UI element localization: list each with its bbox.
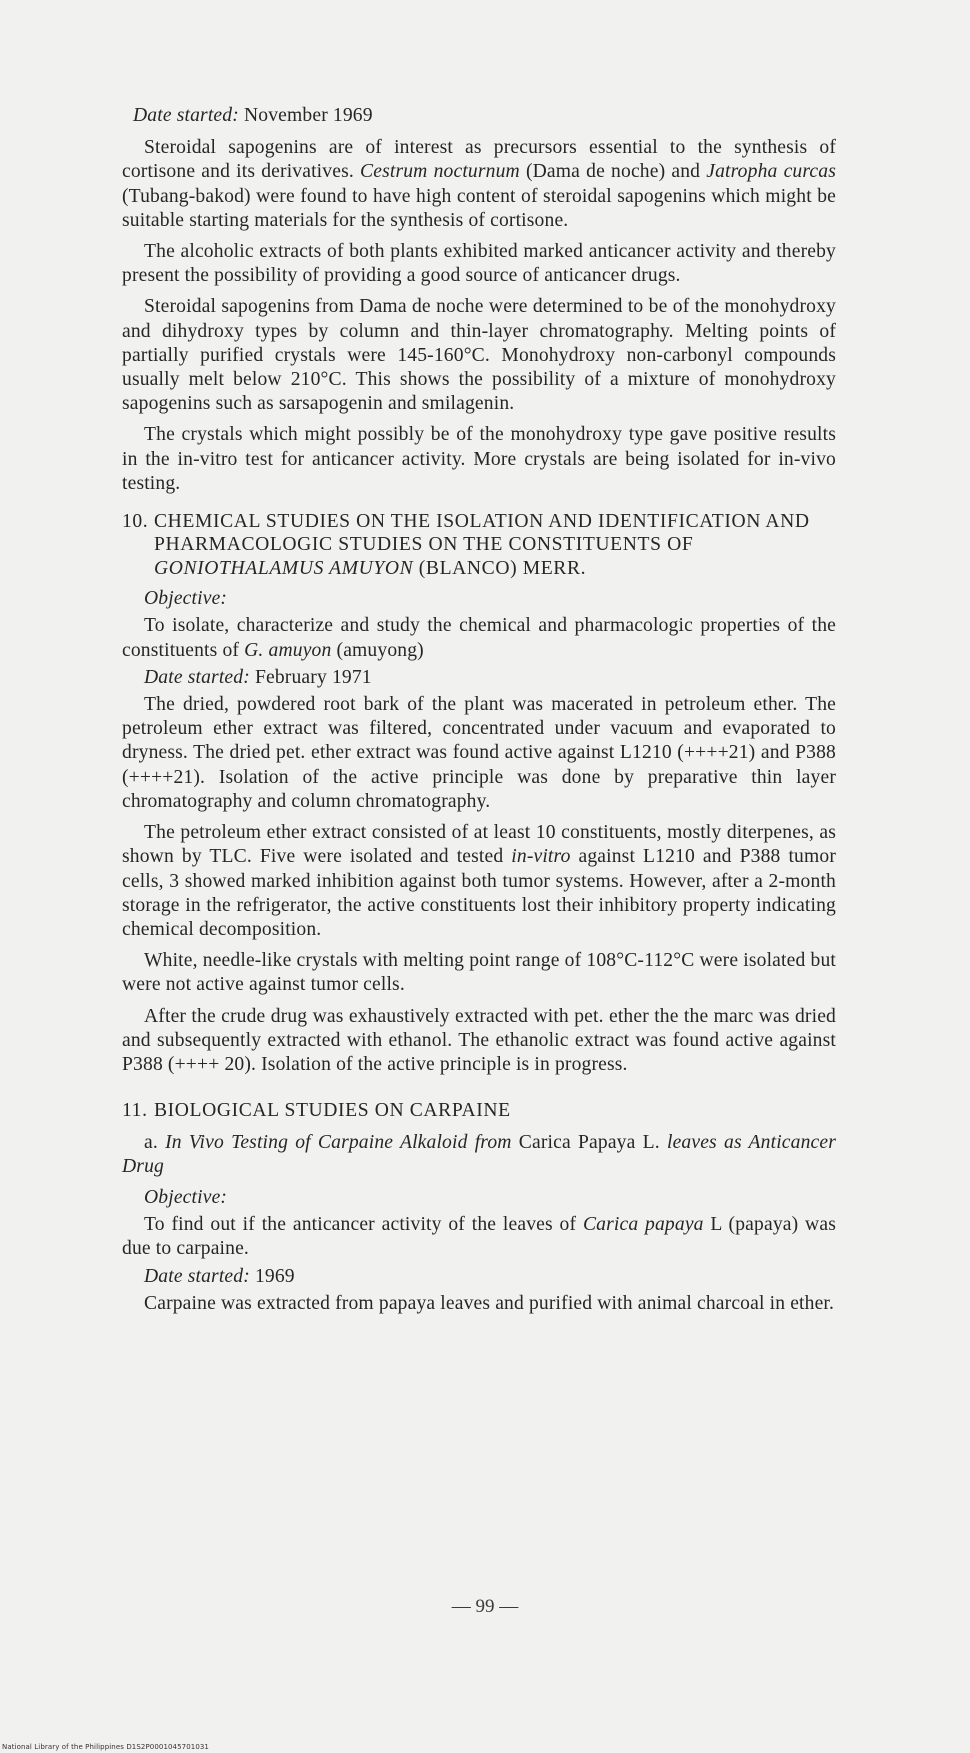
section-heading: 11. BIOLOGICAL STUDIES ON CARPAINE <box>122 1100 511 1122</box>
paragraph: The dried, powdered root bark of the plant was macerated in petroleum ether. The petroleum ether extract was filtered, concentrated under vacuum and evaporated to dryness. The dried pet. ether extract was found active against L1210 (++++21) and P388 (++++21). Isolation of the active principle was done by preparative thin layer chromatography and column chromatography. <box>122 694 836 812</box>
date-label: Date started <box>133 105 233 126</box>
date-started-line: Date started: February 1971 <box>144 666 372 688</box>
paragraph: Steroidal sapogenins from Dama de noche were determined to be of the monohydroxy and dihydroxy types by column and thin-layer chromatography. Melting points of partially purified crystals were 145-160°C. Monohydroxy non-carbonyl compounds usually melt below 210°C. This shows the possibility of a mixture of monohydroxy sapogenins such as sarsapogenin and smilagenin. <box>122 296 836 415</box>
species-name: Carica papaya <box>582 1214 704 1236</box>
page-number: — 99 — <box>451 1596 519 1617</box>
date-started-line: Date started: November 1969 <box>133 105 373 126</box>
objective-label: Objective: <box>144 1186 228 1208</box>
paragraph: The alcoholic extracts of both plants exhibited marked anticancer activity and thereby present the possibility of providing a good source of anticancer drugs. <box>122 241 836 287</box>
subsection-title: a. In Vivo Testing of Carpaine Alkaloid from Carica Papaya L. leaves as Anticancer Drug <box>122 1131 836 1177</box>
species-name: Carica Papaya L. <box>511 1131 667 1153</box>
footer-stamp: National Library of the Philippines D1S2P0001045701031 <box>2 1743 209 1751</box>
species-name: GONIOTHALAMUS AMUYON <box>154 557 414 579</box>
date-started-line: Date started: 1969 <box>144 1265 295 1287</box>
date-value: November 1969 <box>243 105 373 126</box>
section-heading: 10. CHEMICAL STUDIES ON THE ISOLATION AND IDENTIFICATION AND PHARMACOLOGIC STUDIES ON THE CONSTITUENTS OF GONIOTHALAMUS AMUYON (BLANCO) MERR. <box>122 511 810 579</box>
paragraph: White, needle-like crystals with melting point range of 108°C-112°C were isolated but were not active against tumor cells. <box>122 950 836 996</box>
date-label: Date started <box>144 666 244 688</box>
objective-text: To find out if the anticancer activity of the leaves of Carica papaya L (papaya) was due to carpaine. <box>122 1214 836 1260</box>
species-name: G. amuyon <box>244 639 332 661</box>
objective-label: Objective: <box>144 588 228 610</box>
page-content <box>122 104 836 1316</box>
date-value: February 1971 <box>254 666 372 688</box>
date-label: Date started <box>144 1265 244 1287</box>
species-name: Cestrum nocturnum <box>360 161 520 183</box>
paragraph: Steroidal sapogenins are of interest as precursors essential to the synthesis of cortisone and its derivatives. Cestrum nocturnum (Dama de noche) and Jatropha curcas (Tubang-bakod) were found to have high content of steroidal sapogenins which might be suitable starting materials for the synthesis of cortisone. <box>122 137 837 231</box>
species-name: Jatropha curcas <box>706 161 837 183</box>
paragraph: Carpaine was extracted from papaya leaves and purified with animal charcoal in ether. <box>144 1292 835 1314</box>
section-number: 11. <box>122 1100 148 1122</box>
date-value: 1969 <box>254 1265 295 1287</box>
objective-text: To isolate, characterize and study the chemical and pharmacologic properties of the constituents of G. amuyon (amuyong) <box>122 615 836 661</box>
paragraph: The petroleum ether extract consisted of at least 10 constituents, mostly diterpenes, as shown by TLC. Five were isolated and tested in-vitro against L1210 and P388 tumor cells, 3 showed marked inhibition against both tumor systems. However, after a 2-month storage in the refrigerator, the active constituents lost their inhibitory property indicating chemical decomposition. <box>122 822 836 940</box>
section-11 <box>122 1099 836 1316</box>
paragraph: The crystals which might possibly be of the monohydroxy type gave positive results in the in-vitro test for anticancer activity. More crystals are being isolated for in-vivo testing. <box>122 424 836 494</box>
paragraph: After the crude drug was exhaustively extracted with pet. ether the the marc was dried and subsequently extracted with ethanol. The ethanolic extract was found active against P388 (++++ 20). Isolation of the active principle is in progress. <box>122 1005 836 1075</box>
section-10 <box>122 510 836 1077</box>
section-number: 10. <box>122 511 149 533</box>
